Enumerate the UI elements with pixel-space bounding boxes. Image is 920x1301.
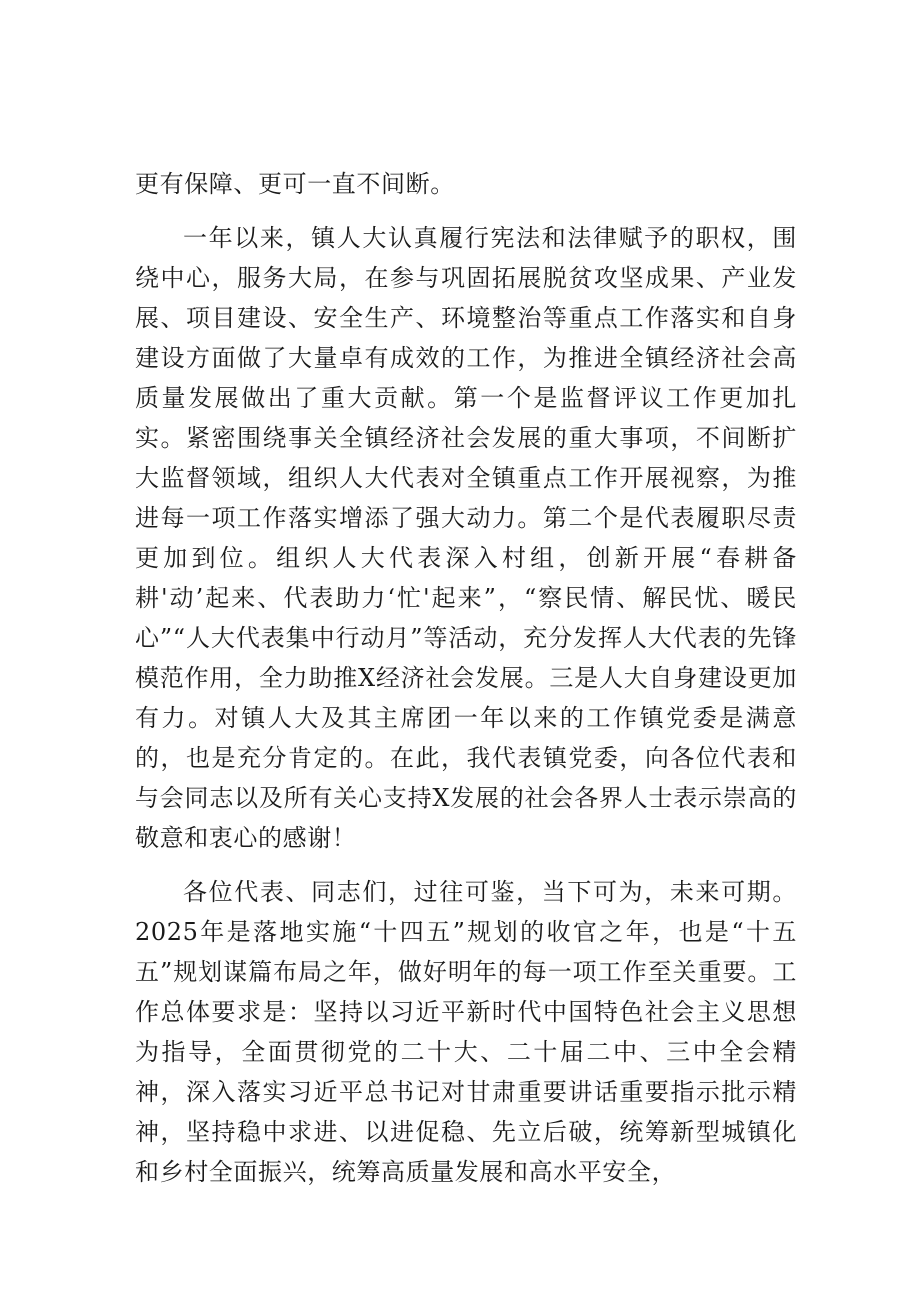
paragraph-continuation: 更有保障、更可一直不间断。 bbox=[135, 170, 455, 198]
paragraph-2025-requirements: 各位代表、同志们，过往可鉴，当下可为，未来可期。2025年是落地实施“十四五”规划的收官之年，也是“十五五”规划谋篇布局之年，做好明年的每一项工作至关重要。工作总体要求是：坚持以习近平新时代中国特色社会主义思想为指导，全面贯彻党的二十大、二十届二中、三中全会精神，深入落实习近平总书记对甘肃重要讲话重要指示批示精神，坚持稳中求进、以进促稳、先立后破，统筹新型城镇化和乡村全面振兴，统筹高质量发展和高水平安全， bbox=[135, 878, 797, 1186]
document-body bbox=[135, 164, 797, 1192]
paragraph-work-review: 一年以来，镇人大认真履行宪法和法律赋予的职权，围绕中心，服务大局，在参与巩固拓展脱贫攻坚成果、产业发展、项目建设、安全生产、环境整治等重点工作落实和自身建设方面做了大量卓有成效的工作，为推进全镇经济社会高质量发展做出了重大贡献。第一个是监督评议工作更加扎实。紧密围绕事关全镇经济社会发展的重大事项，不间断扩大监督领域，组织人大代表对全镇重点工作开展视察，为推进每一项工作落实增添了强大动力。第二个是代表履职尽责更加到位。组织人大代表深入村组，创新开展“春耕备耕'动’起来、代表助力‘忙'起来”，“察民情、解民忧、暖民心”“人大代表集中行动月”等活动，充分发挥人大代表的先锋模范作用，全力助推X经济社会发展。三是人大自身建设更加有力。对镇人大及其主席团一年以来的工作镇党委是满意的，也是充分肯定的。在此，我代表镇党委，向各位代表和与会同志以及所有关心支持X发展的社会各界人士表示崇高的敬意和衷心的感谢！ bbox=[135, 224, 797, 852]
